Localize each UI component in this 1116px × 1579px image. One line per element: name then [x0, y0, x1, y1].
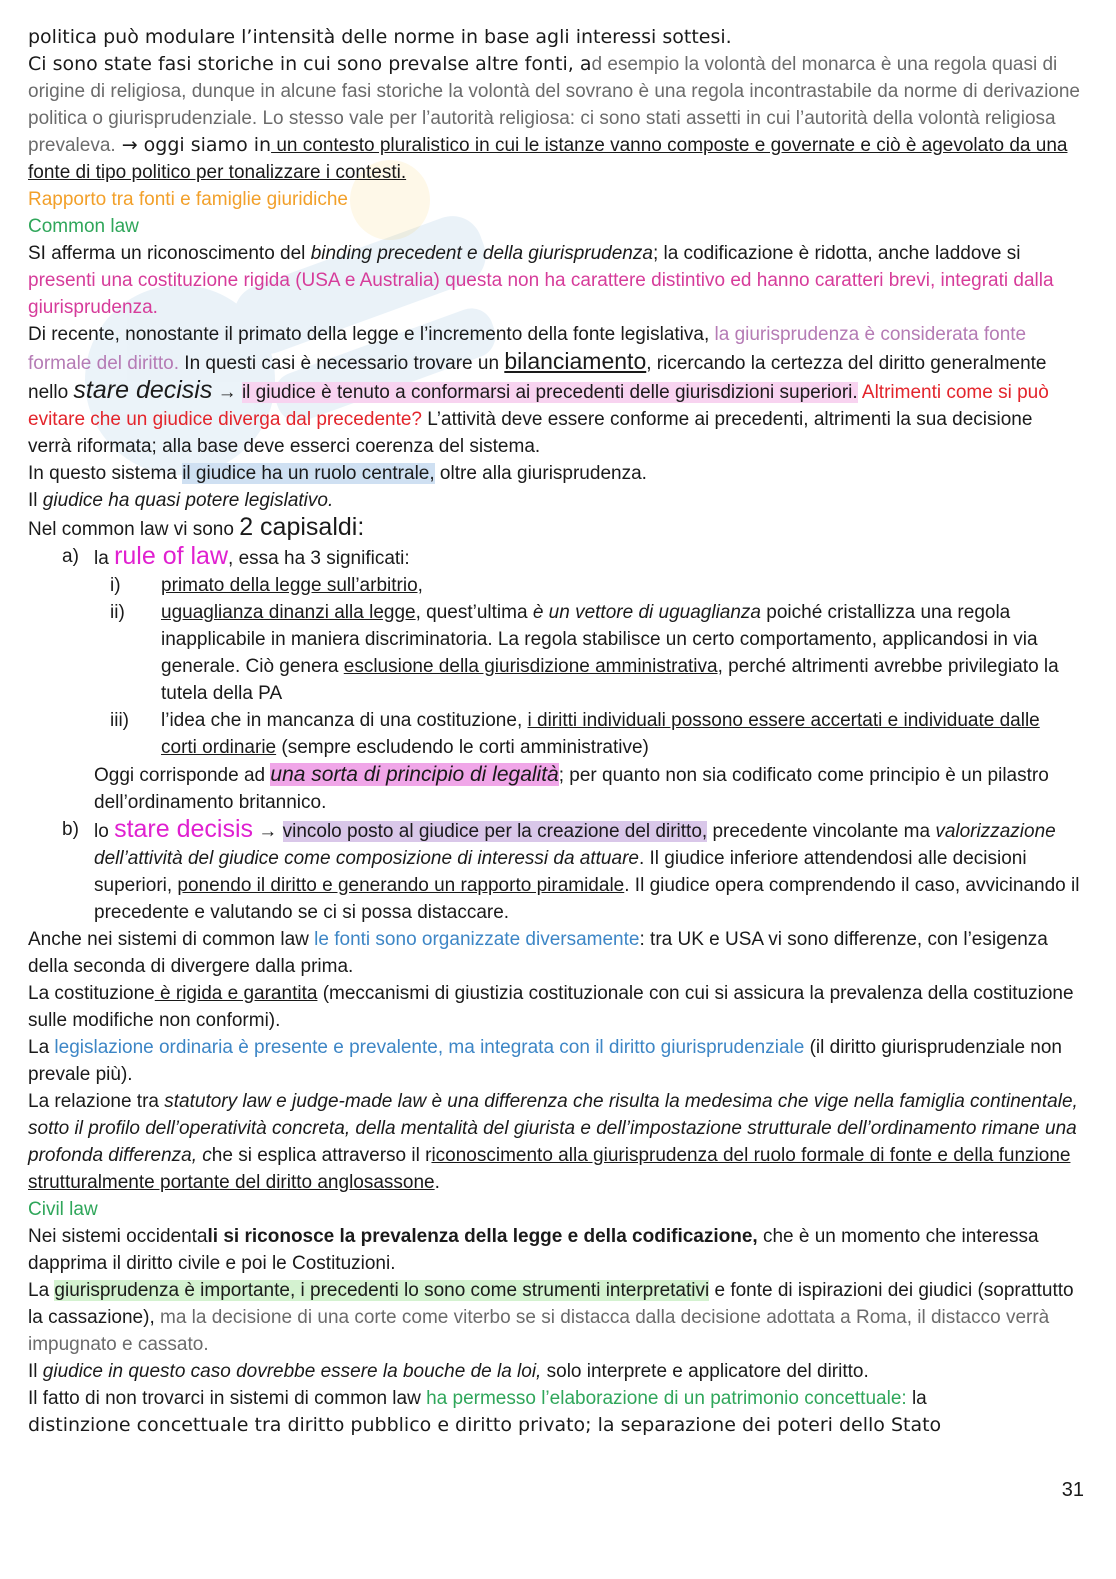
- paragraph-sistemi-occidentali: [28, 1223, 1080, 1277]
- text-run-stare-decisis: stare decisis: [73, 376, 213, 404]
- text-run: . Il giudice opera comprendendo il caso, avvicinando il precedente e valutando se ci si possa distaccare.: [94, 875, 1080, 923]
- paragraph-binding-precedent: [28, 240, 1080, 321]
- text-run: he si esplica attraverso il r: [211, 1145, 432, 1166]
- list-item-roman-i: [28, 572, 1080, 599]
- text-run-blue: legislazione ordinaria è presente e prevalente, ma integrata con il diritto giurisprudenziale: [54, 1037, 805, 1058]
- text-run-mauve: la giurisprudenza è considerata fonte formale del diritto.: [28, 324, 1027, 374]
- text-run-arrow: → oggi siamo in: [115, 134, 272, 156]
- text-run-highlight-pink: una sorta di principio di legalità: [270, 763, 559, 786]
- text-run: La: [28, 1037, 55, 1058]
- text-run: la: [906, 1388, 927, 1409]
- text-run-large: 2 capisaldi:: [239, 513, 365, 541]
- paragraph-legislazione: [28, 1034, 1080, 1088]
- text-run: Anche nei sistemi di common law: [28, 929, 315, 950]
- text-run-gray: d esempio la volontà del monarca è una regola quasi di origine di religiosa, dunque in alcune fasi storiche la volontà del sovrano è una regola incontrastabile da norme di derivazione politica o giurisprudenziale. Lo stesso vale per l’autorità religiosa: ci sono stati assetti in cui l’autorità della volontà religiosa prevaleva.: [28, 54, 1080, 156]
- text-run-underlined: uguaglianza dinanzi alla legge: [161, 602, 416, 623]
- paragraph-giurisprudenza-importante: [28, 1277, 1080, 1358]
- text-run: a: [573, 53, 592, 75]
- list-item-roman-iii: [28, 707, 1080, 761]
- paragraph-patrimonio-concettuale: [28, 1385, 1080, 1439]
- text-run: che è un momento che interessa dapprima il diritto civile e poi le Costituzioni.: [28, 1226, 1039, 1274]
- list-marker: b): [62, 819, 79, 840]
- paragraph-potere-legislativo: [28, 487, 1080, 514]
- document-page: [28, 24, 1080, 1439]
- text-run-bilanciamento: bilanciamento: [504, 348, 647, 374]
- text-run-highlight-purple: vincolo posto al giudice per la creazione del diritto,: [282, 821, 708, 842]
- list-item-roman-ii: [28, 599, 1080, 707]
- list-item-rule-of-law: [28, 543, 1080, 572]
- text-run-arrow: →: [253, 821, 283, 842]
- text-run-gray: ma la decisione di una corte come viterbo se si distacca dalla decisione adottata a Roma, il distacco verrà impugnato e cassato.: [28, 1307, 1050, 1355]
- text-run: , ricercando la certezza del diritto generalmente nello: [28, 353, 1047, 403]
- text-run: Oggi corrisponde ad: [94, 765, 271, 786]
- text-run-red: Altrimenti come si può evitare che un giudice diverga dal precedente?: [28, 382, 1049, 430]
- paragraph-fasi-storiche: [28, 51, 1080, 186]
- text-run: ; per quanto non sia codificato come principio è un pilastro dell’ordinamento britannico.: [94, 765, 1049, 813]
- text-run: solo interprete e applicatore del diritto.: [541, 1361, 869, 1382]
- text-run: .: [434, 1172, 440, 1193]
- text-run: Nel common law vi sono: [28, 519, 240, 540]
- text-run: lo: [94, 821, 115, 842]
- paragraph-capisaldi: [28, 514, 1080, 543]
- text-run: e fonte di ispirazioni dei giudici (soprattutto la cassazione),: [28, 1280, 1074, 1328]
- text-run-arrow: →: [212, 382, 242, 403]
- text-run: . Il giudice inferiore attendendosi alle decisioni superiori,: [94, 848, 1027, 896]
- text-run-underlined: primato della legge sull’arbitrio,: [161, 575, 423, 596]
- paragraph-ruolo-centrale: [28, 460, 1080, 487]
- text-run-highlight-blue: il giudice ha un ruolo centrale,: [182, 463, 435, 484]
- text-run-pink: presenti una costituzione rigida (USA e Australia) questa non ha carattere distintivo ed hanno caratteri brevi, integrati dalla giurisprudenza.: [28, 270, 1054, 318]
- text-run-magenta: rule of law: [114, 542, 229, 570]
- page-number: 31: [1061, 1479, 1084, 1501]
- text-run: Ci sono state fasi storiche in cui sono prevalse altre fonti,: [28, 53, 574, 75]
- paragraph-politica: politica può modulare l’intensità delle norme in base agli interessi sottesi.: [28, 26, 732, 48]
- paragraph-bouche-de-la-loi: [28, 1358, 1080, 1385]
- text-run-italic: valorizzazione dell’attività del giudice come composizione di interessi da attuare: [94, 821, 1056, 869]
- paragraph-di-recente: [28, 321, 1080, 460]
- text-run: ; la codificazione è ridotta, anche laddove si: [652, 243, 1021, 264]
- text-run: precedente vincolante ma: [707, 821, 936, 842]
- text-run-green: ha permesso l’elaborazione di un patrimonio concettuale:: [426, 1388, 907, 1409]
- text-run: perché altrimenti avrebbe privilegiato la tutela della PA: [161, 656, 1059, 704]
- heading-rapporto: Rapporto tra fonti e famiglie giuridiche: [28, 189, 349, 210]
- paragraph-oggi: [28, 761, 1080, 816]
- text-run-underlined: esclusione della giurisdizione amministrativa,: [343, 656, 723, 677]
- text-run: , essa ha 3 significati:: [228, 548, 410, 569]
- text-run: La: [28, 1280, 55, 1301]
- text-run: oltre alla giurisprudenza.: [434, 463, 647, 484]
- text-run-italic: giudice ha quasi potere legislativo.: [42, 490, 334, 511]
- text-run: In questi casi è necessario trovare un: [179, 353, 505, 374]
- text-run-underlined: iconoscimento alla giurisprudenza del ruolo formale di fonte e della funzione strutturalmente portante del diritto anglosassone: [28, 1145, 1071, 1193]
- text-run-highlight-green: giurisprudenza è importante, i precedenti lo sono come strumenti interpretativi: [54, 1280, 710, 1301]
- text-run: La relazione tra: [28, 1091, 165, 1112]
- text-run: Di recente, nonostante il primato della legge e l’incremento della fonte legislativa,: [28, 324, 710, 345]
- text-run: , quest’ultima: [415, 602, 533, 623]
- text-run: SI afferma un riconoscimento del: [28, 243, 311, 264]
- list-marker: ii): [110, 602, 125, 623]
- heading-civil-law: Civil law: [28, 1199, 98, 1220]
- text-run: (il diritto giurisprudenziale non prevale più).: [28, 1037, 1062, 1085]
- list-marker: a): [62, 546, 79, 567]
- text-run: (sempre escludendo le corti amministrative): [276, 737, 649, 758]
- text-run-underlined: i diritti individuali possono essere accertati e individuate dalle corti ordinarie: [161, 710, 1040, 758]
- text-run: Il: [28, 490, 43, 511]
- paragraph-costituzione: [28, 980, 1080, 1034]
- text-run-bold: li si riconosce la prevalenza della legge e della codificazione,: [207, 1226, 758, 1247]
- text-run: poiché cristallizza una regola inapplicabile in maniera discriminatoria. La regola stabilisce un certo comportamento, applicandosi in via generale. Ciò genera: [161, 602, 1038, 677]
- text-run-underlined: è rigida e garantita: [154, 983, 318, 1004]
- list-item-stare-decisis: [28, 816, 1080, 926]
- list-marker: iii): [110, 710, 129, 731]
- text-run: La costituzione: [28, 983, 155, 1004]
- text-run: L’attività deve essere conforme ai precedenti, altrimenti la sua decisione verrà riformata; alla base deve esserci coerenza del sistema.: [28, 409, 1033, 457]
- heading-common-law: Common law: [28, 216, 139, 237]
- text-run-highlight-pink: il giudice è tenuto a conformarsi ai precedenti delle giurisdizioni superiori.: [241, 382, 858, 403]
- text-run-underlined: ponendo il diritto e generando un rapporto piramidale: [177, 875, 625, 896]
- text-run-italic: statutory law e judge-made law è una differenza che risulta la medesima che vige nella famiglia continentale, sotto il profilo dell’operatività concreta, della mentalità del giurista e dell’impostazione strutturale dell’ordinamento rimane una profonda differenza, c: [28, 1091, 1078, 1166]
- text-run-blue: le fonti sono organizzate diversamente: [314, 929, 640, 950]
- text-run: l’idea che in mancanza di una costituzione,: [161, 710, 528, 731]
- text-run: Il fatto di non trovarci in sistemi di common law: [28, 1388, 427, 1409]
- paragraph-fonti-organizzate: [28, 926, 1080, 980]
- text-run: la: [94, 548, 115, 569]
- text-run: Il: [28, 1361, 43, 1382]
- text-run: (meccanismi di giustizia costituzionale con cui si assicura la prevalenza della costituzione sulle modifiche non conformi).: [28, 983, 1074, 1031]
- text-run-italic: è un vettore di uguaglianza: [532, 602, 761, 623]
- text-run: distinzione concettuale tra diritto pubblico e diritto privato; la separazione dei poteri dello Stato: [28, 1414, 942, 1436]
- text-run: : tra UK e USA vi sono differenze, con l’esigenza della seconda di divergere dalla prima.: [28, 929, 1048, 977]
- text-run-magenta: stare decisis: [114, 815, 254, 843]
- list-marker: i): [110, 575, 121, 596]
- text-run: Nei sistemi occidenta: [28, 1226, 208, 1247]
- text-run: In questo sistema: [28, 463, 183, 484]
- text-run-italic: giudice in questo caso dovrebbe essere la bouche de la loi,: [42, 1361, 542, 1382]
- text-run-underlined: un contesto pluralistico in cui le istanze vanno composte e governate e ciò è agevolato da una fonte di tipo politico per tonalizzare i contesti.: [28, 135, 1068, 183]
- text-run-italic: binding precedent e della giurisprudenza: [310, 243, 653, 264]
- paragraph-statutory-law: [28, 1088, 1080, 1196]
